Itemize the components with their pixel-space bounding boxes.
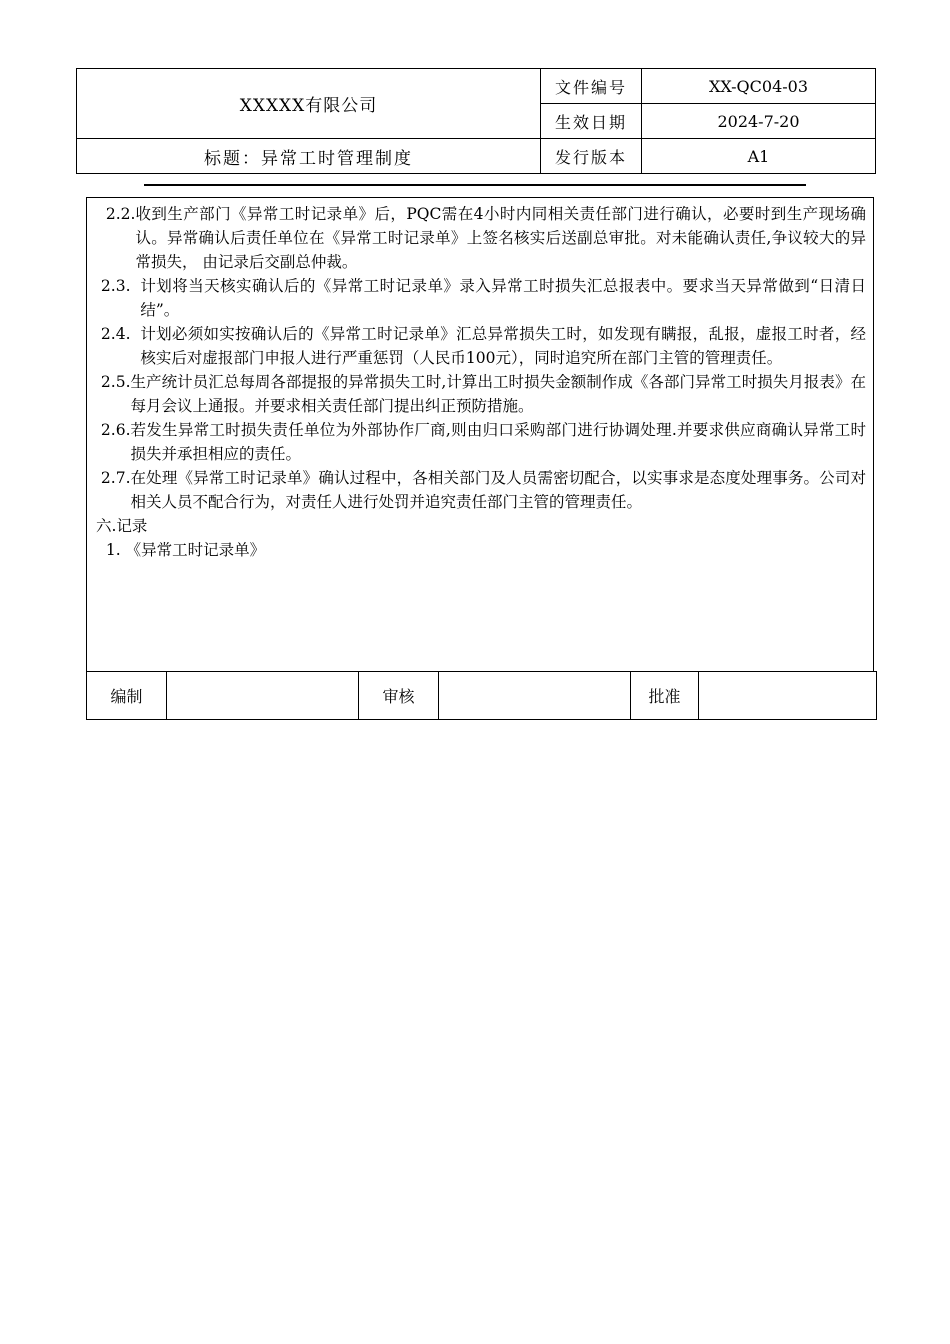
clause-text: 收到生产部门《异常工时记录单》后，PQC需在4小时内同相关责任部门进行确认，必要时到生产现场确认。异常确认后责任单位在《异常工时记录单》上签名核实后送副总审批。对未能确认责任,争议较大的异常损失， 由记录后交副总仲裁。 [135, 205, 866, 271]
clause-2-7 [96, 466, 866, 514]
doc-no-label: 文件编号 [541, 69, 642, 104]
clause-text: 计划将当天核实确认后的《异常工时记录单》录入异常工时损失汇总报表中。要求当天异常做到“日清日结”。 [140, 277, 866, 319]
clause-2-6 [96, 418, 866, 466]
section-title-records: 六.记录 [96, 517, 148, 535]
reviewed-field[interactable] [439, 672, 631, 720]
header-divider [144, 184, 806, 186]
prepared-label: 编制 [87, 672, 167, 720]
version-value: A1 [642, 139, 876, 174]
clause-2-3 [96, 274, 866, 322]
content-box [86, 197, 874, 672]
clause-number: 2.7. [96, 469, 131, 487]
clause-2-2 [96, 202, 866, 274]
signoff-table [86, 671, 877, 720]
document-title: 标题：异常工时管理制度 [77, 139, 541, 174]
clause-number: 2.6. [96, 421, 131, 439]
record-item: 1. 《异常工时记录单》 [96, 541, 266, 559]
reviewed-label: 审核 [359, 672, 439, 720]
clause-2-5 [96, 370, 866, 418]
prepared-field[interactable] [167, 672, 359, 720]
version-label: 发行版本 [541, 139, 642, 174]
clause-text: 若发生异常工时损失责任单位为外部协作厂商,则由归口采购部门进行协调处理.并要求供应商确认异常工时损失并承担相应的责任。 [130, 421, 866, 463]
clause-2-4 [96, 322, 866, 370]
approved-label: 批准 [631, 672, 699, 720]
company-name: XXXXX有限公司 [77, 69, 541, 139]
clause-text: 计划必须如实按确认后的《异常工时记录单》汇总异常损失工时，如发现有瞒报，乱报，虚报工时者，经核实后对虚报部门申报人进行严重惩罚（人民币100元），同时追究所在部门主管的管理责任。 [140, 325, 866, 367]
clause-text: 在处理《异常工时记录单》确认过程中，各相关部门及人员需密切配合，以实事求是态度处理事务。公司对相关人员不配合行为，对责任人进行处罚并追究责任部门主管的管理责任。 [130, 469, 866, 511]
clause-number: 2.2. [96, 205, 136, 223]
clause-number: 2.3. [96, 277, 141, 295]
document-header-table [76, 68, 876, 174]
effective-date-value: 2024-7-20 [642, 104, 876, 139]
clause-text: 生产统计员汇总每周各部提报的异常损失工时,计算出工时损失金额制作成《各部门异常工时损失月报表》在每月会议上通报。并要求相关责任部门提出纠正预防措施。 [130, 373, 866, 415]
doc-no-value: XX-QC04-03 [642, 69, 876, 104]
clause-number: 2.5. [96, 373, 131, 391]
approved-field[interactable] [699, 672, 877, 720]
effective-date-label: 生效日期 [541, 104, 642, 139]
clause-number: 2.4. [96, 325, 141, 343]
